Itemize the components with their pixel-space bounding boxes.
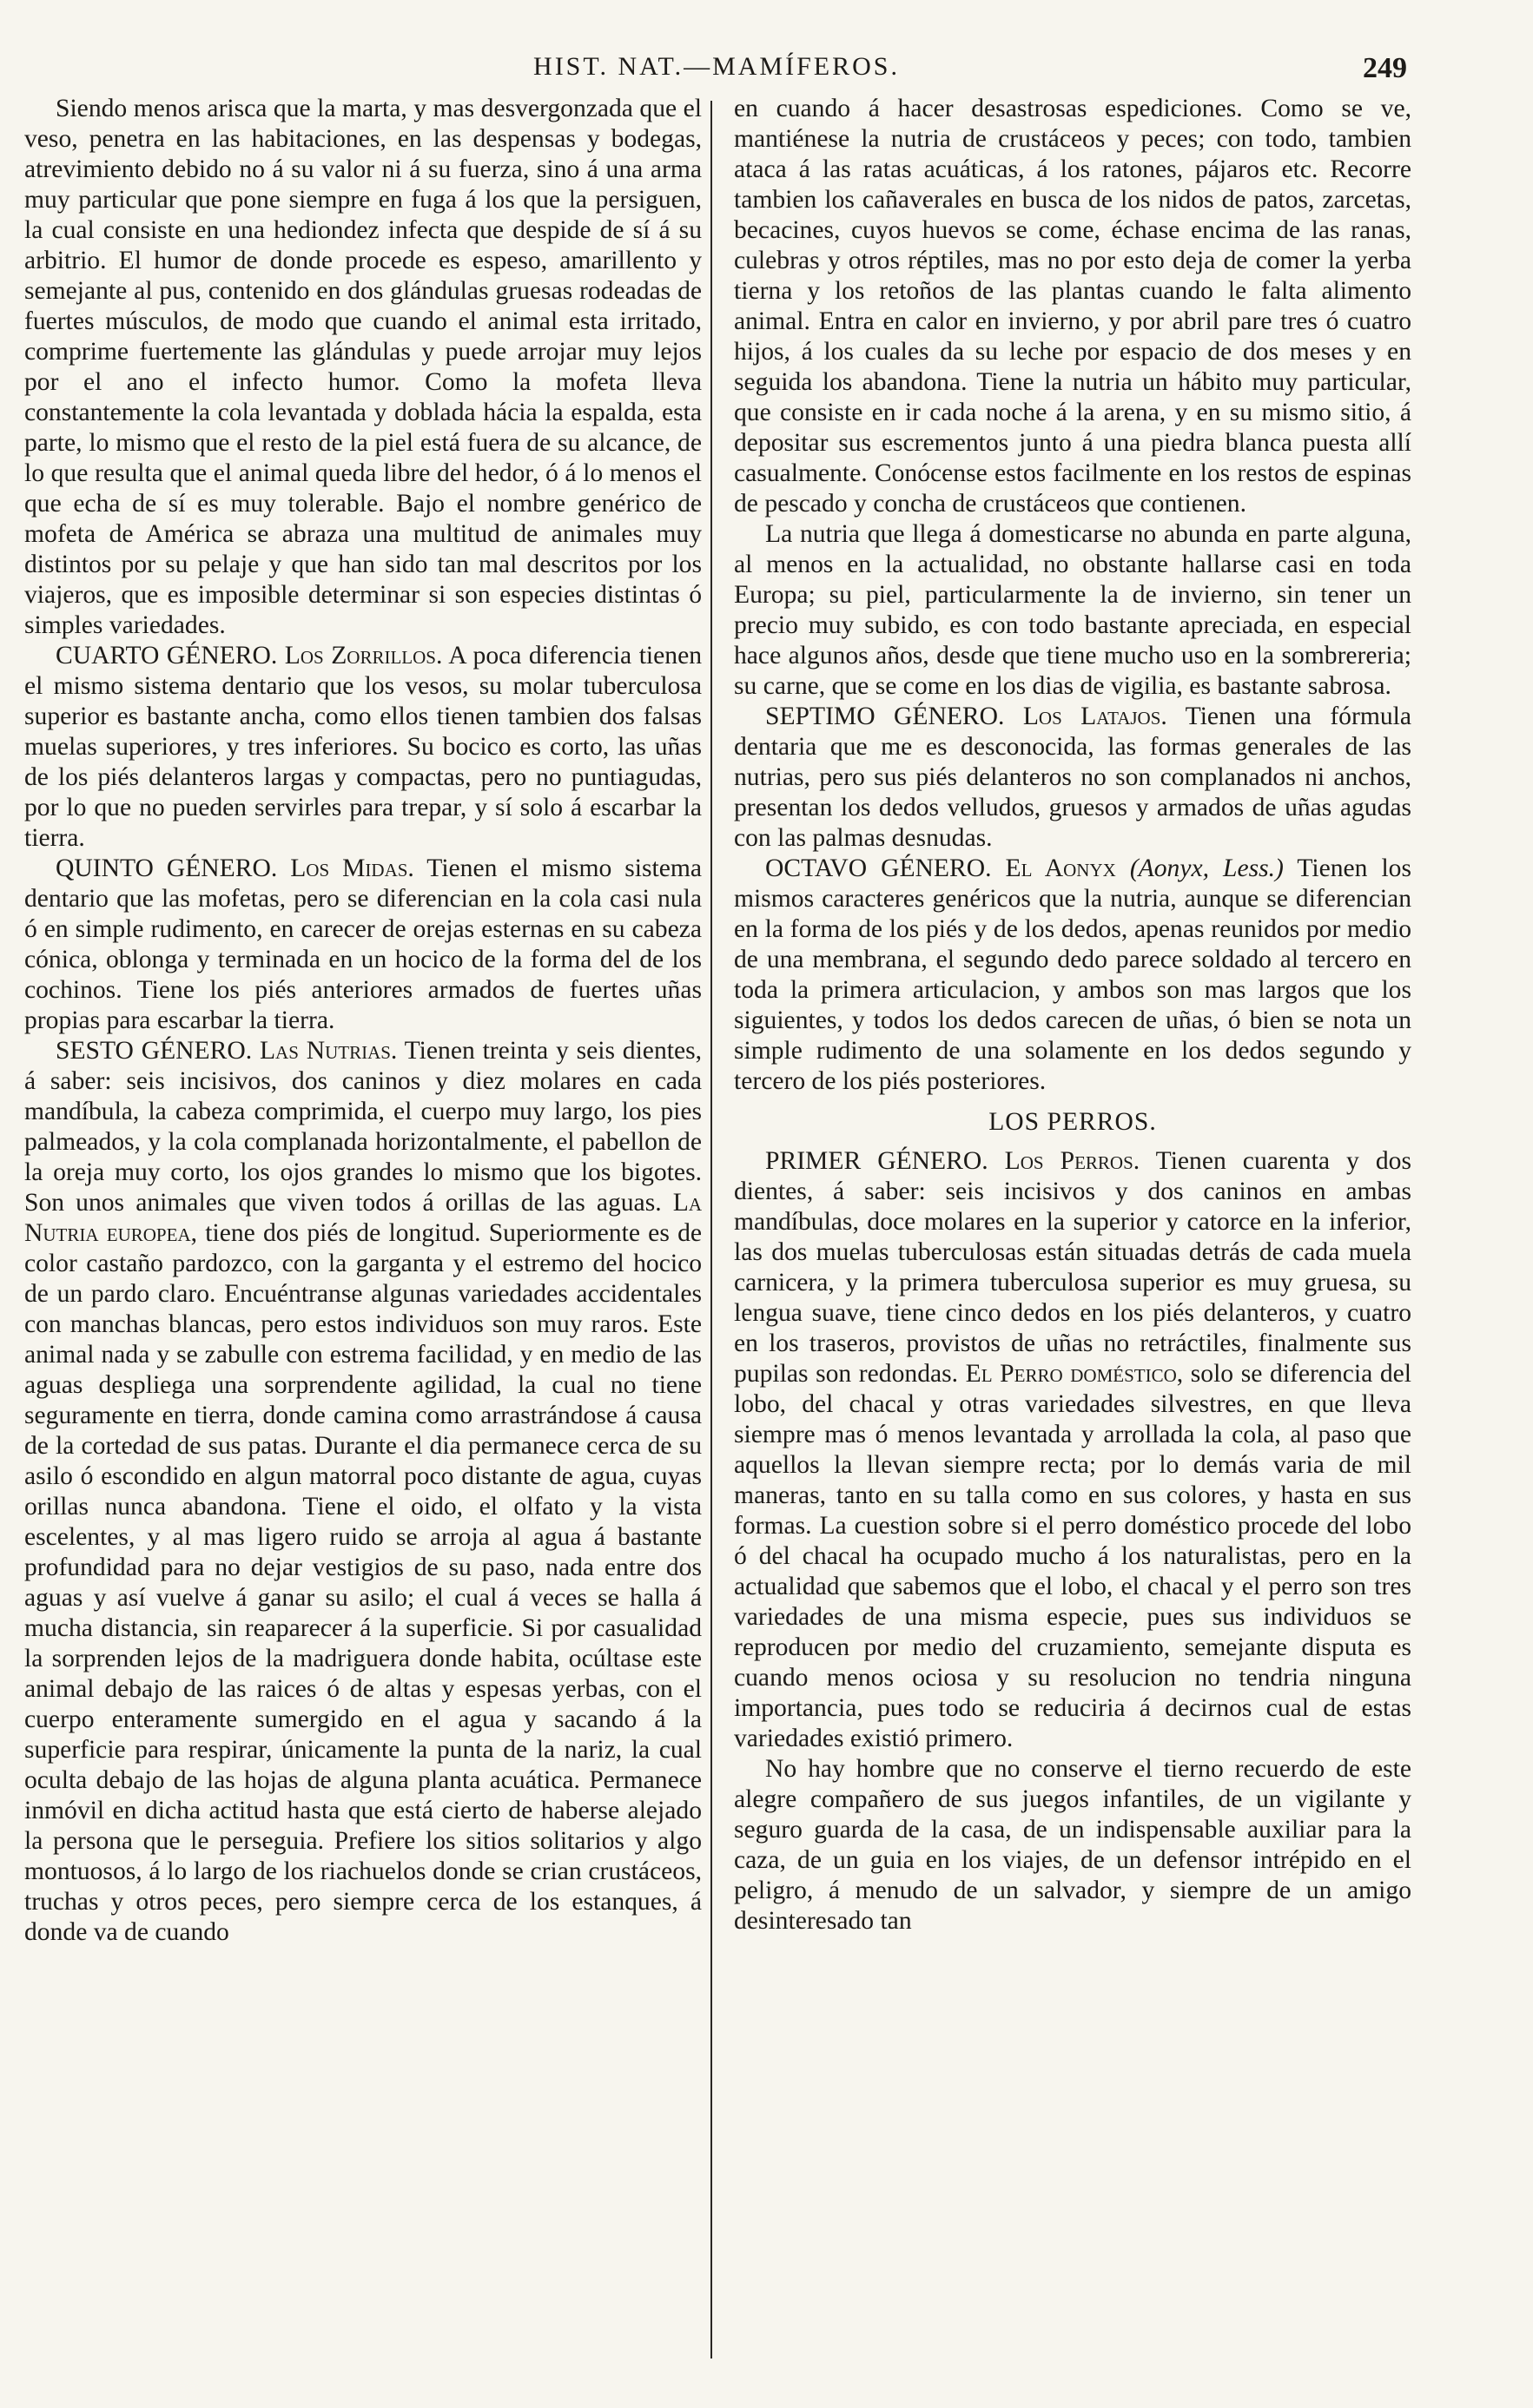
paragraph-text: A poca diferencia tienen el mismo sistema dentario que los vesos, su molar tuberculosa superior es bastante ancha, como ellos tienen tambien dos falsas muelas superiores, y tres inferiores. Su bocico es corto, las uñas de los piés delanteros largas y compactas, pero no puntiagudas, por lo que no pueden servirles para trepar, y sí solo á escarbar la tierra. (24, 642, 703, 852)
genus-label: PRIMER GÉNERO. (765, 1147, 988, 1175)
genus-name: Los Midas. (290, 854, 414, 882)
paragraph-text: Tienen treinta y seis dientes, á saber: seis incisivos, dos caninos y diez molares en cada mandíbula, la cabeza comprimida, el cuerpo muy largo, los pies palmeados, y la cola complanada horizontalmente, el pabellon de la oreja muy corto, los ojos grandes lo mismo que los bigotes. Son unos animales que viven todos á orillas de las aguas. (24, 1037, 703, 1217)
section-heading: LOS PERROS. (988, 1108, 1157, 1136)
paragraph-text: Tienen una fórmula dentaria que me es desconocida, las formas generales de las nutrias, pero sus piés delanteros no son complanados ni anchos, presentan los dedos velludos, gruesos y armados de uñas agudas con las palmas desnudas. (734, 703, 1411, 852)
paragraph (734, 702, 1411, 854)
genus-name: Los Perros. (1004, 1147, 1140, 1175)
paragraph-text: Tienen los mismos caracteres genéricos que la nutria, aunque se diferencian en la forma de los piés y de los dedos, apenas reunidos por medio de una membrana, el segundo dedo parece soldado al tercero en toda la primera articulacion, y ambos son mas largos que los siguientes, y todos los dedos carecen de uñas, ó bien se nota un simple rudimento de una solamente en los dedos segundo y tercero de los piés posteriores. (734, 854, 1411, 1095)
left-column (24, 94, 702, 1948)
genus-name: Los Zorrillos. (284, 642, 443, 670)
genus-label: QUINTO GÉNERO. (56, 854, 278, 882)
paragraph (734, 1146, 1411, 1754)
paragraph: en cuando á hacer desastrosas espediciones. Como se ve, mantiénese la nutria de crustáceos y peces; con todo, tambien ataca á las ratas acuáticas, á los ratones, pájaros etc. Recorre tambien los cañaverales en busca de los nidos de patos, zarcetas, becacines, cuyos huevos se come, échase encima de las ranas, culebras y otros réptiles, mas no por esto deja de comer la yerba tierna y los retoños de las plantas cuando le falta alimento animal. Entra en calor en invierno, y por abril pare tres ó cuatro hijos, á los cuales da su leche por espacio de dos meses y en seguida los abandona. Tiene la nutria un hábito muy particular, que consiste en ir cada noche á la arena, y en su mismo sitio, á depositar sus escrementos junto á una piedra blanca puesta allí casualmente. Conócense estos facilmente en los restos de espinas de pescado y concha de crustáceos que contienen. (734, 95, 1411, 518)
paragraph-text: Tienen cuarenta y dos dientes, á saber: seis incisivos y dos caninos en ambas mandíbulas, doce molares en la superior y catorce en la inferior, las dos muelas tuberculosas están situadas detrás de cada muela carnicera, y la primera tuberculosa superior es muy gruesa, su lengua suave, tiene cinco dedos en los piés delanteros, y cuatro en los traseros, provistos de uñas no retráctiles, finalmente sus pupilas son redondas. (734, 1147, 1411, 1388)
genus-label: SESTO GÉNERO. (56, 1037, 253, 1065)
paragraph (24, 1036, 702, 1948)
paragraph: La nutria que llega á domesticarse no abunda en parte alguna, al menos en la actualidad, no obstante hallarse casi en toda Europa; su piel, particularmente la de invierno, sin tener un precio muy subido, es con todo bastante apreciada, en especial hace algunos años, desde que tiene mucho uso en la sombrereria; su carne, que se come en los dias de vigilia, es bastante sabrosa. (734, 520, 1411, 700)
paragraph (24, 854, 702, 1036)
genus-label: OCTAVO GÉNERO. (765, 854, 992, 882)
paragraph-text: Tienen el mismo sistema dentario que las mofetas, pero se diferencian en la cola casi nula ó en simple rudimento, en carecer de orejas esternas en su cabeza cónica, oblonga y terminada en un hocico de la forma del de los cochinos. Tiene los piés anteriores armados de fuertes uñas propias para escarbar la tierra. (24, 854, 702, 1034)
genus-name: El Aonyx (1005, 854, 1116, 882)
paragraph-text: solo se diferencia del lobo, del chacal y otras variedades silvestres, en que lleva siempre mas ó menos levantada y arrollada la cola, al paso que aquellos la llevan siempre recta; por lo demás varia de mil maneras, tanto en su talla como en sus colores, y hasta en sus formas. La cuestion sobre si el perro doméstico procede del lobo ó del chacal ha ocupado mucho á los naturalistas, pero en la actualidad que sabemos que el lobo, el chacal y el perro son tres variedades de una misma especie, pues sus individuos se reproducen por medio del cruzamiento, semejante disputa es cuando menos ociosa y su resolucion no tendria ninguna importancia, pues todo se reduciria á decirnos cual de estas variedades existió primero. (734, 1360, 1411, 1752)
column-divider (710, 101, 712, 2359)
paragraph: No hay hombre que no conserve el tierno recuerdo de este alegre compañero de sus juegos infantiles, de un vigilante y seguro guarda de la casa, de un indispensable auxiliar para la caza, de un guia en los viajes, de un defensor intrépido en el peligro, á menudo de un salvador, y siempre de un amigo desinteresado tan (734, 1755, 1411, 1935)
right-column (734, 94, 1411, 1936)
paragraph (734, 854, 1411, 1097)
page-number: 249 (1363, 52, 1407, 84)
genus-name: Las Nutrias. (259, 1037, 398, 1065)
page-header (26, 52, 1407, 87)
genus-label: CUARTO GÉNERO. (56, 642, 278, 670)
paragraph: Siendo menos arisca que la marta, y mas desvergonzada que el veso, penetra en las habitaciones, en las despensas y bodegas, atrevimiento debido no á su valor ni á su fuerza, sino á una arma muy particular que pone siempre en fuga á los que la persiguen, la cual consiste en una hediondez infecta que despide de sí á su arbitrio. El humor de donde procede es espeso, amarillento y semejante al pus, contenido en dos glándulas gruesas rodeadas de fuertes músculos, de modo que cuando el animal esta irritado, comprime fuertemente las glándulas y puede arrojar muy lejos por el ano el infecto humor. Como la mofeta lleva constantemente la cola levantada y doblada hácia la espalda, esta parte, lo mismo que el resto de la piel está fuera de su alcance, de lo que resulta que el animal queda libre del hedor, ó á lo menos el que echa de sí es muy tolerable. Bajo el nombre genérico de mofeta de América se abraza una multitud de animales muy distintos por su pelaje y que han sido tan mal descritos por los viajeros, que es imposible determinar si son especies distintas ó simples variedades. (24, 95, 702, 639)
species-name: El Perro doméstico, (965, 1360, 1184, 1388)
paragraph-text: tiene dos piés de longitud. Superiormente es de color castaño pardozco, con la garganta y el estremo del hocico de un pardo claro. Encuéntranse algunas variedades accidentales con manchas blancas, pero estos individuos son muy raros. Este animal nada y se zabulle con estrema facilidad, y en medio de las aguas despliega una sorprendente agilidad, la cual no tiene seguramente en tierra, donde camina como arrastrándose á causa de la cortedad de sus patas. Durante el dia permanece cerca de su asilo ó escondido en algun matorral poco distante de agua, cuyas orillas nunca abandona. Tiene el oido, el olfato y la vista escelentes, y al mas ligero ruido se arroja al agua á bastante profundidad para no dejar vestigios de su paso, nada entre dos aguas y así vuelve á ganar su asilo; el cual á veces se halla á mucha distancia, sin reaparecer á la superficie. Si por casualidad la sorprenden lejos de la madriguera donde habita, ocúltase este animal debajo de las raices ó de altas y espesas yerbas, con el cuerpo enteramente sumergido en el agua y sacando á la superficie para respirar, únicamente la punta de la nariz, la cual oculta debajo de las hojas de alguna planta acuática. Permanece inmóvil en dicha actitud hasta que está cierto de haberse alejado la persona que le perseguia. Prefiere los sitios solitarios y algo montuosos, á lo largo de los riachuelos donde se crian crustáceos, truchas y otros peces, pero siempre cerca de los estanques, á donde va de cuando (24, 1219, 703, 1946)
species-name: La Nutria europea, (24, 1189, 702, 1247)
genus-label: SEPTIMO GÉNERO. (765, 703, 1005, 730)
paragraph (24, 641, 702, 854)
genus-name: Los Latajos. (1022, 703, 1167, 730)
running-title: HIST. NAT.—MAMÍFEROS. (533, 52, 900, 81)
latin-name: (Aonyx, Less.) (1129, 854, 1284, 882)
